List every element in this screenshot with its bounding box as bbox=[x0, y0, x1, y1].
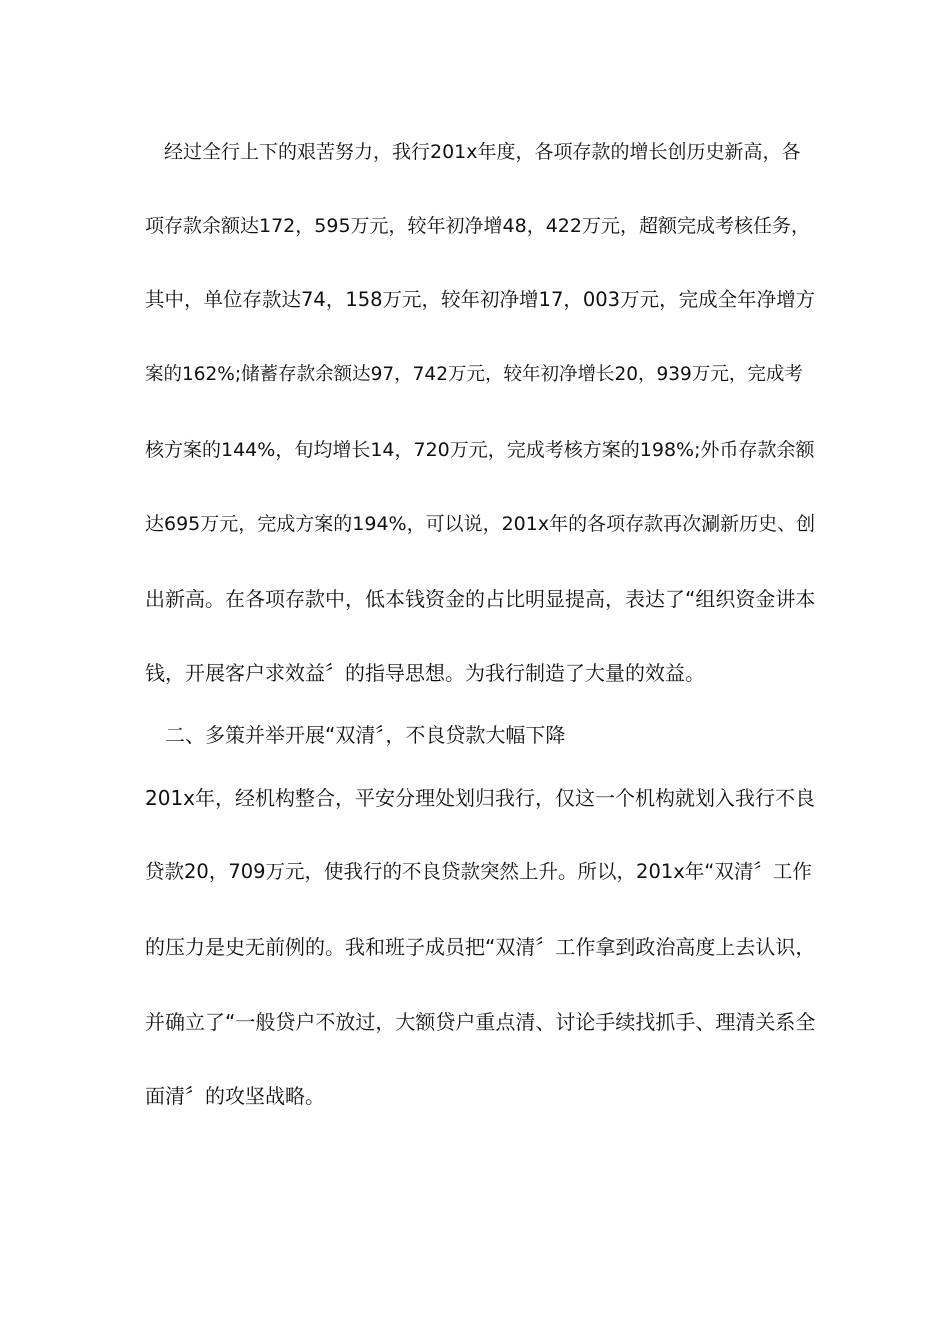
paragraph-2-line-5: 面清〞的攻坚战略。 bbox=[145, 1084, 325, 1108]
paragraph-2-line-2: 贷款20，709万元，使我行的不良贷款突然上升。所以，201x年“双清〞工作 bbox=[145, 860, 812, 883]
paragraph-1-line-5: 核方案的144%，旬均增长14，720万元，完成考核方案的198%;外币存款余额 bbox=[145, 439, 815, 461]
paragraph-1-line-2: 项存款余额达172，595万元，较年初净增48，422万元，超额完成考核任务， bbox=[145, 215, 810, 237]
paragraph-2-line-4: 并确立了“一般贷户不放过，大额贷户重点清、讨论手续找抓手、理清关系全 bbox=[145, 1010, 816, 1034]
paragraph-1-line-7: 出新高。在各项存款中，低本钱资金的占比明显提高，表达了“组织资金讲本 bbox=[145, 587, 816, 611]
paragraph-1-line-1: 经过全行上下的艰苦努力，我行201x年度，各项存款的增长创历史新高，各 bbox=[145, 141, 801, 163]
paragraph-2-line-3: 的压力是史无前例的。我和班子成员把“双清〞工作拿到政治高度上去认识， bbox=[145, 935, 816, 959]
paragraph-2-line-1: 201x年，经机构整合，平安分理处划归我行，仅这一个机构就划入我行不良 bbox=[145, 786, 816, 810]
paragraph-1-line-4: 案的162%;储蓄存款余额达97，742万元，较年初净增长20，939万元，完成考 bbox=[145, 364, 803, 385]
paragraph-1-line-8: 钱，开展客户求效益〞的指导思想。为我行制造了大量的效益。 bbox=[145, 661, 705, 685]
section-heading-2: 二、多策并举开展“双清〞，不良贷款大幅下降 bbox=[145, 723, 566, 747]
paragraph-1-line-6: 达695万元，完成方案的194%，可以说，201x年的各项存款再次涮新历史、创 bbox=[145, 513, 816, 535]
paragraph-1-line-3: 其中，单位存款达74，158万元，较年初净增17，003万元，完成全年净增方 bbox=[145, 288, 816, 311]
